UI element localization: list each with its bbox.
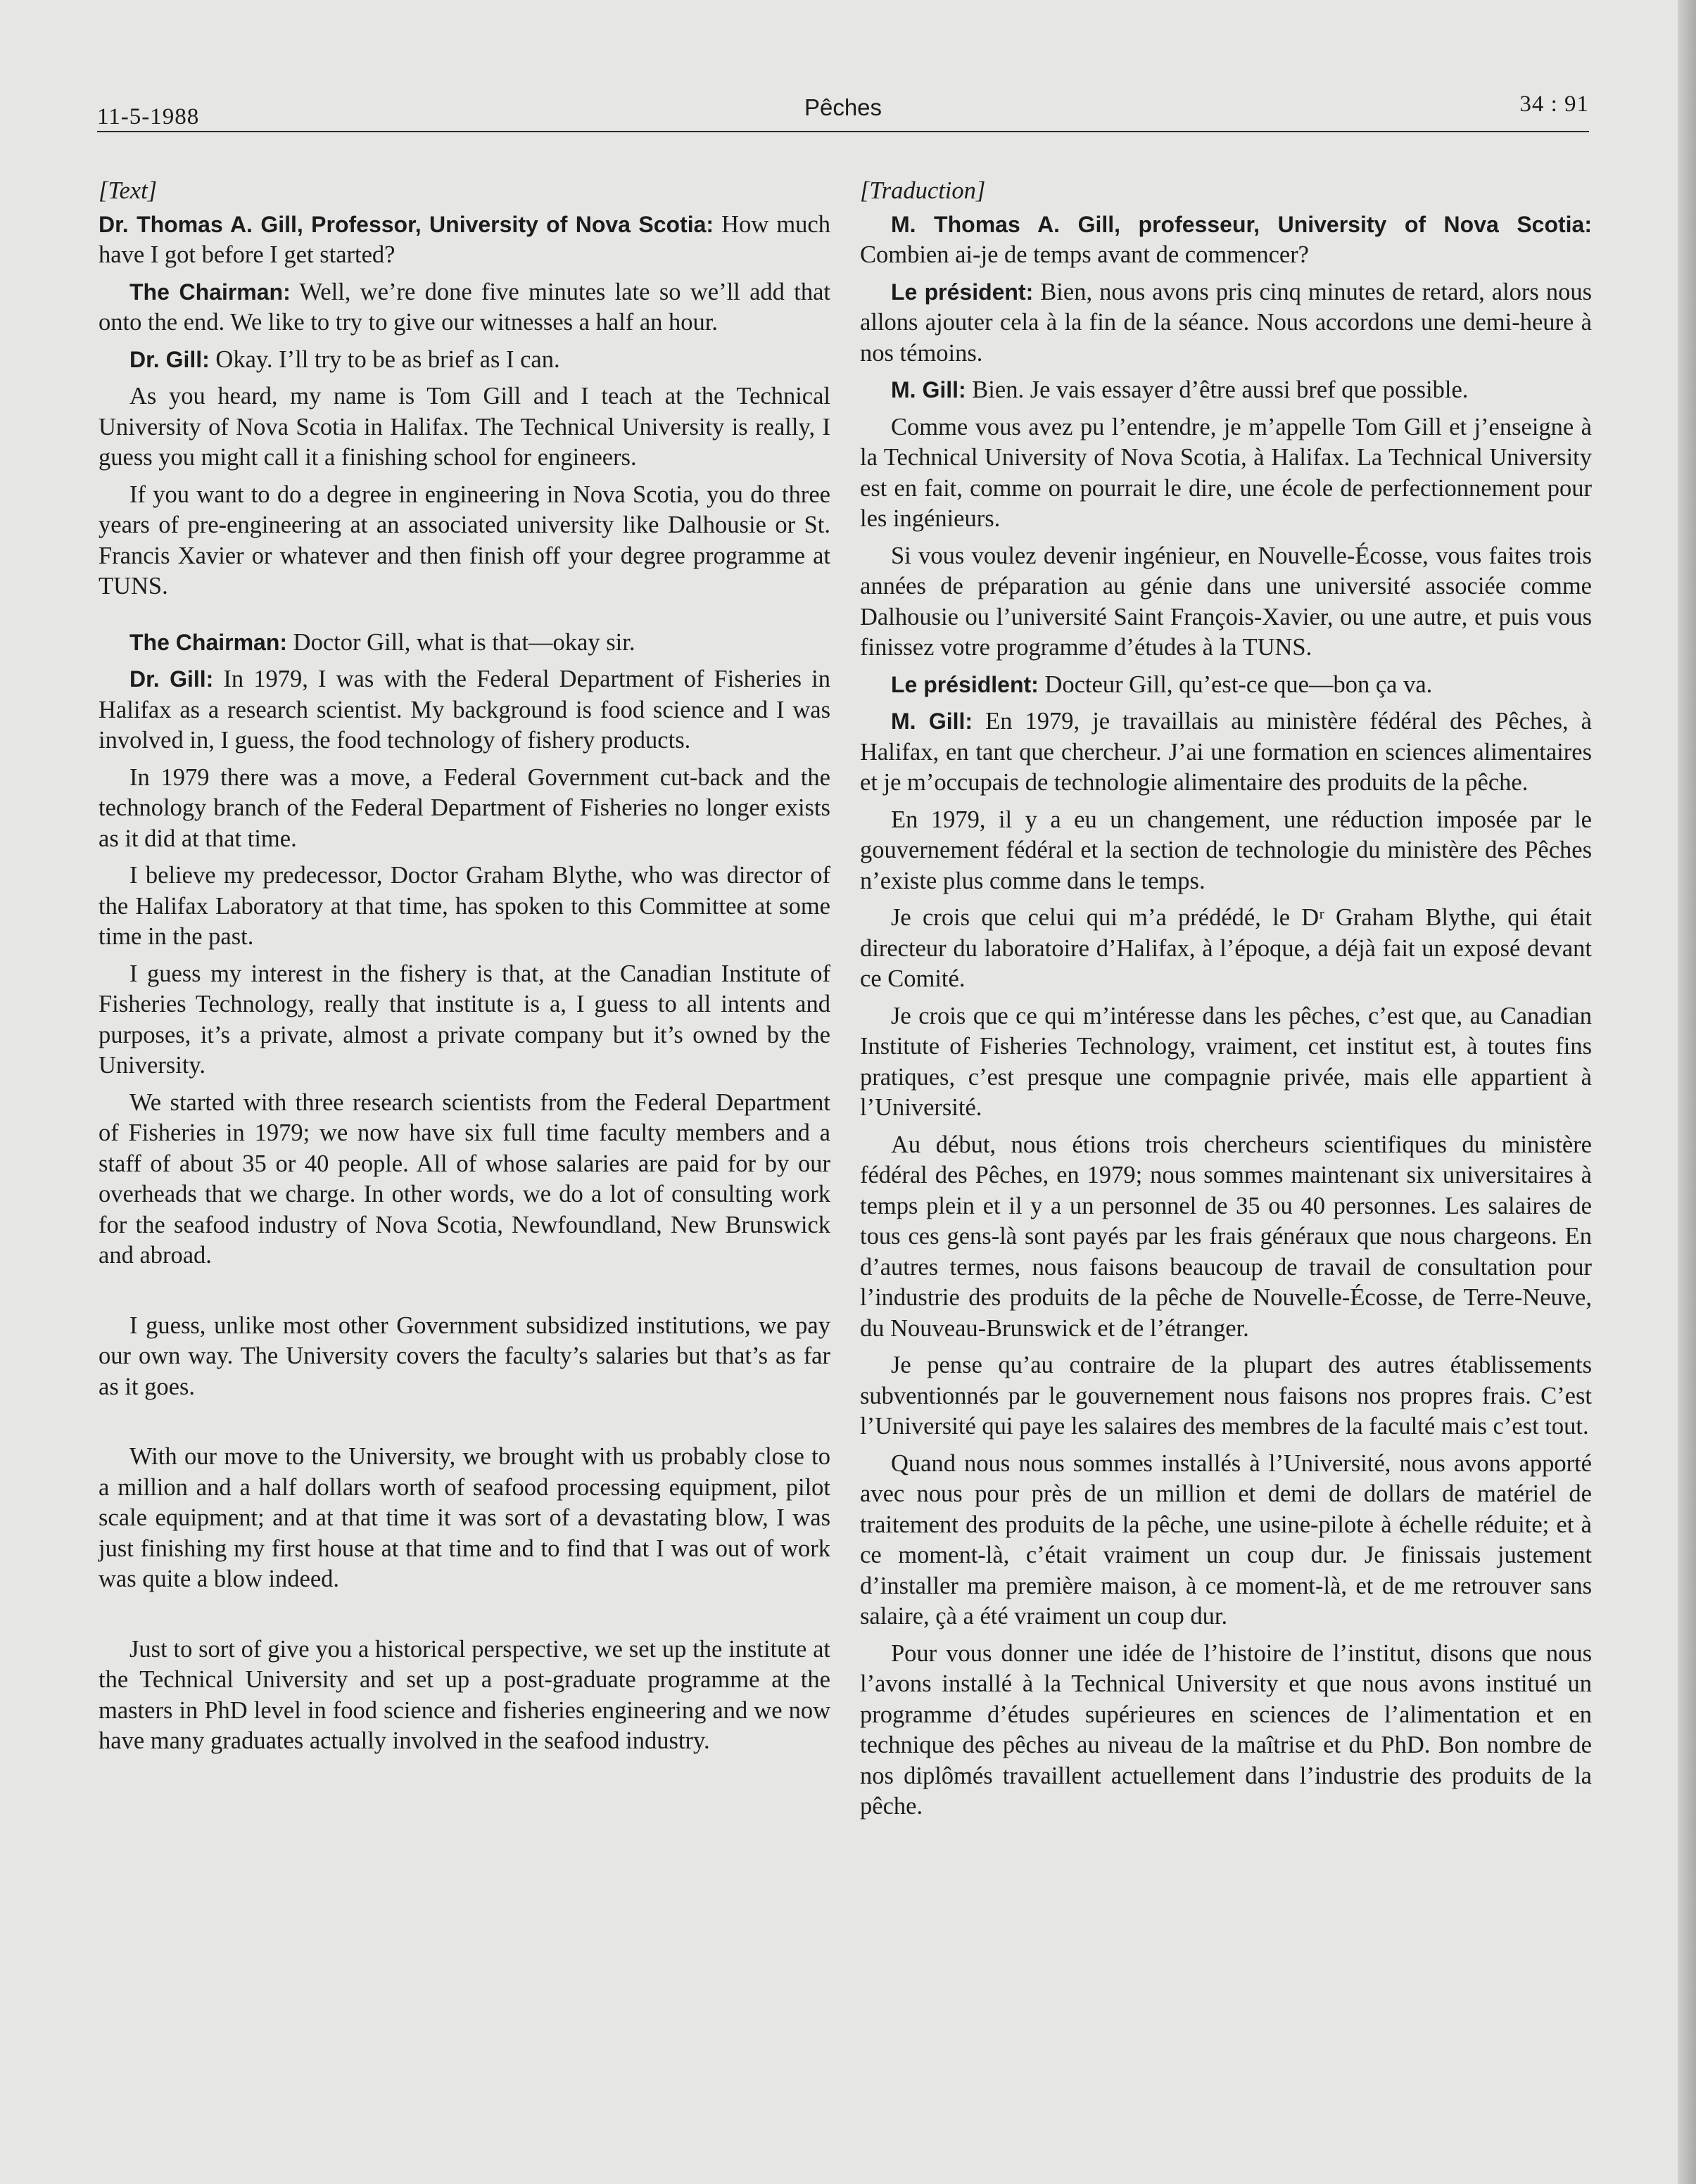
english-column bbox=[99, 176, 830, 1763]
paragraph-text: We started with three research scientists from the Federal Department of Fisheries in 1979; we now have six full time faculty members and a staff of about 35 or 40 people. All of whose salaries are paid for by our overheads that we charge. In other words, we do a lot of consulting work for the seafood industry of Nova Scotia, Newfoundland, New Brunswick and abroad. bbox=[99, 1088, 830, 1269]
paragraph bbox=[99, 1311, 830, 1403]
speaker-name: Dr. Gill: bbox=[129, 666, 214, 692]
header-page-number: 34 : 91 bbox=[1519, 91, 1589, 117]
paragraph-text: Docteur Gill, qu’est-ce que—bon ça va. bbox=[1038, 671, 1433, 698]
header-rule bbox=[97, 131, 1589, 132]
paragraph-text: Combien ai-je de temps avant de commencer? bbox=[860, 241, 1309, 268]
paragraph bbox=[99, 861, 830, 953]
header-title: Pêches bbox=[804, 94, 882, 120]
paragraph-text: With our move to the University, we brought with us probably close to a million and a half dollars worth of seafood processing equipment, pilot scale equipment; and at that time it was sort of a devastating blow, I was just finishing my first house at that time and to find that I was out of work was quite a blow indeed. bbox=[99, 1443, 830, 1592]
paragraph bbox=[99, 664, 830, 756]
paragraph bbox=[99, 763, 830, 855]
paragraph-text: Okay. I’ll try to be as brief as I can. bbox=[209, 345, 560, 373]
paragraph-text: Je crois que ce qui m’intéresse dans les pêches, c’est que, au Canadian Institute of Fisheries Technology, vraiment, cet institut est, à toutes fins pratiques, c’est presque une compagnie privée, mais elle appartient à l’Université. bbox=[860, 1002, 1592, 1121]
paragraph bbox=[860, 1001, 1592, 1124]
paragraph bbox=[860, 1639, 1592, 1822]
speaker-name: Le présidlent: bbox=[891, 671, 1039, 697]
header-date: 11-5-1988 bbox=[97, 104, 200, 129]
speaker-name: M. Gill: bbox=[891, 377, 966, 402]
paragraph bbox=[860, 706, 1592, 799]
paragraph-text: Well, we’re done five minutes late so we’ll add that onto the end. We like to try to give our witnesses a half an hour. bbox=[99, 278, 830, 336]
paragraph-text: I guess, unlike most other Government subsidized institutions, we pay our own way. The University covers the faculty’s salaries but that’s as far as it goes. bbox=[99, 1312, 830, 1400]
speaker-name: The Chairman: bbox=[129, 279, 291, 305]
page-binding-edge bbox=[1678, 0, 1696, 2184]
paragraph-text: Quand nous nous sommes installés à l’Université, nous avons apporté avec nous pour près de un million et demi de dollars de matériel de traitement des produits de la pêche, une usine-pilote à échelle réduite; et à ce moment-là, c’était vraiment un coup dur. Je finissais justement d’installer ma première maison, à ce moment-là, et de me retrouver sans salaire, çà a été vraiment un coup dur. bbox=[860, 1449, 1592, 1630]
paragraph-text: Bien. Je vais essayer d’être aussi bref que possible. bbox=[966, 376, 1469, 403]
paragraph-text: Just to sort of give you a historical perspective, we set up the institute at the Technical University and set up a post-graduate programme at the masters in PhD level in food science and fisheries engineering and we now have many graduates actually involved in the seafood industry. bbox=[99, 1635, 830, 1754]
paragraph bbox=[860, 375, 1592, 406]
french-column bbox=[860, 176, 1592, 1829]
paragraph bbox=[99, 277, 830, 338]
paragraph-text: I guess my interest in the fishery is that, at the Canadian Institute of Fisheries Technology, really that institute is a, I guess to all intents and purposes, it’s a private, almost a private company but it’s owned by the University. bbox=[99, 960, 830, 1079]
paragraph bbox=[860, 541, 1592, 664]
paragraph bbox=[99, 1634, 830, 1757]
paragraph-text: En 1979, je travaillais au ministère fédéral des Pêches, à Halifax, en tant que chercheur. J’ai une formation en sciences alimentaires et je m’occupais de technologie alimentaire des produits de la pêche. bbox=[860, 708, 1592, 796]
paragraph-text: In 1979, I was with the Federal Department of Fisheries in Halifax as a research scientist. My background is food science and I was involved in, I guess, the food technology of fishery products. bbox=[99, 666, 831, 754]
paragraph-text: Si vous voulez devenir ingénieur, en Nouvelle-Écosse, vous faites trois années de préparation au génie dans une université associée comme Dalhousie ou l’université Saint François-Xavier, ou une autre, et puis vous finissez votre programme d’études à la TUNS. bbox=[860, 542, 1592, 661]
paragraph bbox=[99, 1442, 830, 1595]
paragraph-text: Bien, nous avons pris cinq minutes de retard, alors nous allons ajouter cela à la fin de la séance. Nous accordons une demi-heure à nos témoins. bbox=[860, 278, 1592, 367]
speaker-name: The Chairman: bbox=[129, 629, 288, 655]
speaker-name: M. Gill: bbox=[891, 709, 973, 734]
paragraph-text: En 1979, il y a eu un changement, une réduction imposée par le gouvernement fédéral et la section de technologie du ministère des Pêches n’existe plus comme dans le temps. bbox=[860, 806, 1592, 894]
language-marker: [Text] bbox=[99, 177, 158, 204]
paragraph-text: Comme vous avez pu l’entendre, je m’appelle Tom Gill et j’enseigne à la Technical University of Nova Scotia, à Halifax. La Technical University est en fait, comme on pourrait le dire, une école de perfectionnement pour les ingénieurs. bbox=[860, 413, 1592, 532]
paragraph-text: How much have I got before I get started? bbox=[99, 210, 830, 268]
paragraph-text: Je pense qu’au contraire de la plupart des autres établissements subventionnés par le gouvernement nous faisons nos propres frais. C’est l’Université qui paye les salaires des membres de la faculté mais c’est tout. bbox=[860, 1352, 1592, 1440]
paragraph bbox=[860, 903, 1592, 995]
paragraph bbox=[860, 1130, 1592, 1345]
paragraph-text: Doctor Gill, what is that—okay sir. bbox=[287, 628, 635, 656]
page-header bbox=[97, 90, 1589, 127]
paragraph-text: In 1979 there was a move, a Federal Government cut-back and the technology branch of the Federal Department of Fisheries no longer exists as it did at that time. bbox=[99, 763, 830, 852]
paragraph bbox=[99, 480, 830, 602]
language-marker: [Traduction] bbox=[860, 177, 986, 204]
speaker-name: Le président: bbox=[891, 279, 1034, 305]
paragraph-text: Pour vous donner une idée de l’histoire de l’institut, disons que nous l’avons installé à la Technical University et que nous avons institué un programme d’études supérieures en sciences de l’alimentation et en technique des pêches au niveau de la maîtrise et du PhD. Bon nombre de nos diplômés travaillent actuellement dans l’industrie des produits de la pêche. bbox=[860, 1639, 1592, 1820]
paragraph bbox=[860, 412, 1592, 535]
paragraph-text: Au début, nous étions trois chercheurs scientifiques du ministère fédéral des Pêches, en 1979; nous sommes maintenant six universitaires à temps plein et il y a un personnel de 35 ou 40 personnes. Les salaires de tous ces gens-là sont payés par les frais généraux que nous chargeons. En d’autres termes, nous faisons beaucoup de travail de consultation pour l’industrie des produits de la pêche de Nouvelle-Écosse, de Terre-Neuve, du Nouveau-Brunswick et de l’étranger. bbox=[860, 1131, 1592, 1342]
paragraph bbox=[860, 277, 1592, 369]
paragraph bbox=[860, 1350, 1592, 1442]
paragraph bbox=[99, 381, 830, 474]
paragraph-text: I believe my predecessor, Doctor Graham Blythe, who was director of the Halifax Laboratory at that time, has spoken to this Committee at some time in the past. bbox=[99, 862, 830, 950]
speaker-name: M. Thomas A. Gill, professeur, University of Nova Scotia: bbox=[891, 211, 1592, 237]
paragraph bbox=[860, 670, 1592, 701]
speaker-name: Dr. Thomas A. Gill, Professor, University of Nova Scotia: bbox=[99, 211, 714, 237]
paragraph bbox=[860, 805, 1592, 897]
paragraph bbox=[99, 1088, 830, 1271]
speaker-name: Dr. Gill: bbox=[129, 346, 210, 372]
paragraph bbox=[99, 959, 830, 1081]
paragraph-text: As you heard, my name is Tom Gill and I teach at the Technical University of Nova Scotia in Halifax. The Technical University is really, I guess you might call it a finishing school for engineers. bbox=[99, 383, 830, 471]
paragraph bbox=[99, 345, 830, 376]
paragraph bbox=[860, 210, 1592, 271]
paragraph bbox=[99, 628, 830, 659]
paragraph bbox=[860, 1449, 1592, 1632]
paragraph-text: Je crois que celui qui m’a prédédé, le Dʳ Graham Blythe, qui était directeur du laboratoire d’Halifax, à l’époque, a déjà fait un exposé devant ce Comité. bbox=[860, 904, 1592, 992]
paragraph-text: If you want to do a degree in engineering in Nova Scotia, you do three years of pre-engineering at an associated university like Dalhousie or St. Francis Xavier or whatever and then finish off your degree programme at TUNS. bbox=[99, 481, 830, 599]
paragraph bbox=[99, 210, 830, 271]
